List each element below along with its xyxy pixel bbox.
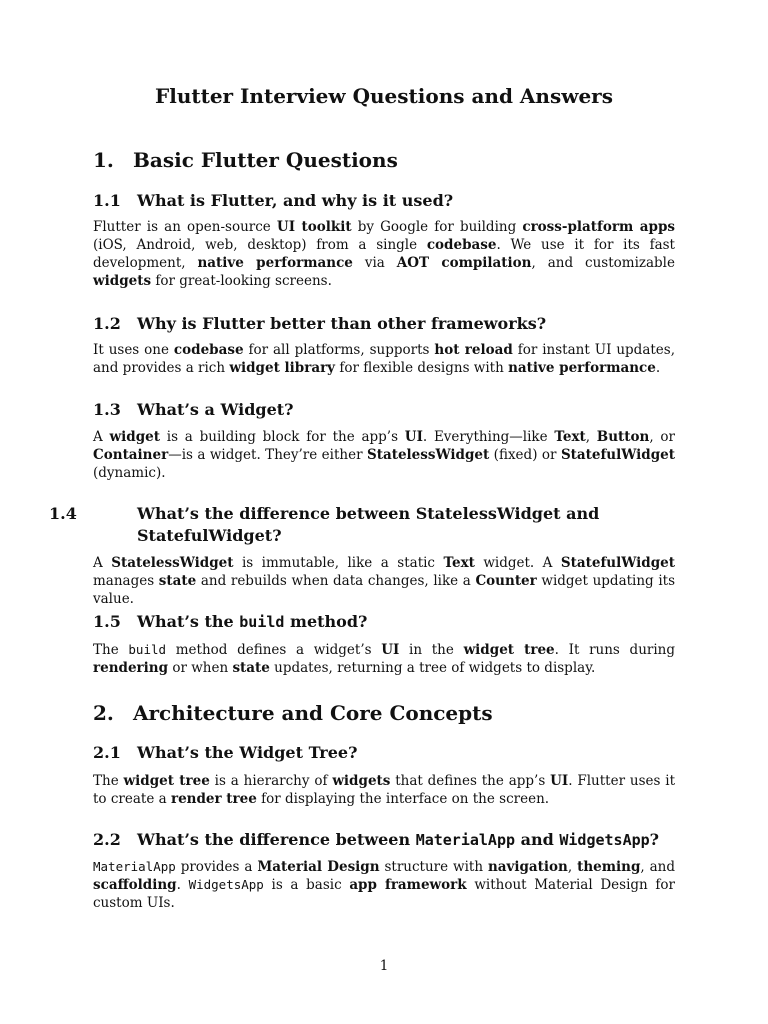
text-run: method?: [284, 612, 368, 631]
bold-term: StatelessWidget: [367, 447, 490, 463]
text-run: and: [515, 830, 560, 849]
text-run: is a basic: [263, 877, 350, 893]
bold-term: AOT compilation: [396, 255, 532, 271]
document-title: Flutter Interview Questions and Answers: [155, 84, 613, 108]
text-run: updates, returning a tree of widgets to display.: [269, 660, 596, 676]
subsection-heading: [93, 829, 675, 851]
subsection-number: 1.4: [49, 504, 77, 523]
text-run: A: [93, 429, 110, 445]
text-run: ,: [585, 429, 597, 445]
text-run: manages: [93, 573, 159, 589]
text-run: by Google for building: [351, 219, 523, 235]
subsection-title: What is Flutter, and why is it used?: [137, 191, 454, 210]
bold-term: theming: [577, 859, 641, 875]
text-run: widget updating its value.: [93, 573, 676, 607]
bold-term: Container: [93, 447, 169, 463]
subsection-heading: [93, 742, 675, 764]
bold-term: widget tree: [123, 773, 210, 789]
section-number: 2.: [93, 701, 114, 725]
paragraph: [93, 772, 675, 808]
text-run: —is a widget. They’re either: [168, 447, 367, 463]
text-run: It uses one: [93, 342, 174, 358]
bold-term: UI toolkit: [276, 219, 352, 235]
subsection-heading: [93, 190, 675, 212]
text-run: for displaying the interface on the screen.: [256, 791, 550, 807]
inline-code: MaterialApp: [93, 859, 176, 874]
inline-code: build: [239, 613, 285, 631]
text-run: structure with: [379, 859, 488, 875]
text-run: A: [93, 555, 112, 571]
text-run: and rebuilds when data changes, like a: [196, 573, 476, 589]
text-run: is a hierarchy of: [209, 773, 333, 789]
bold-term: StatefulWidget: [560, 555, 675, 571]
bold-term: cross-platform apps: [522, 219, 675, 235]
subsection-number: 1.5: [93, 612, 121, 631]
bold-term: Text: [443, 555, 475, 571]
bold-term: Material Design: [257, 859, 380, 875]
subsection-number: 2.1: [93, 743, 121, 762]
text-run: . It runs during: [554, 642, 675, 658]
bold-term: codebase: [173, 342, 244, 358]
subsection-number: 2.2: [93, 830, 121, 849]
text-run: ?: [649, 830, 660, 849]
section-heading: [93, 148, 675, 172]
inline-code: build: [128, 642, 167, 657]
text-run: for flexible designs with: [335, 360, 509, 376]
bold-term: Button: [596, 429, 650, 445]
section-heading: [93, 701, 675, 725]
bold-term: widgets: [332, 773, 391, 789]
subsection-title: What’s the Widget Tree?: [137, 743, 358, 762]
text-run: provides a: [175, 859, 258, 875]
subsection-title: Why is Flutter better than other frameworks?: [137, 314, 547, 333]
text-run: , and customizable: [531, 255, 675, 271]
bold-term: scaffolding: [93, 877, 177, 893]
bold-term: rendering: [93, 660, 169, 676]
bold-term: hot reload: [434, 342, 513, 358]
section-title: Basic Flutter Questions: [133, 148, 398, 172]
text-run: What’s the: [137, 612, 240, 631]
text-run: for great-looking screens.: [151, 273, 332, 289]
inline-code: MaterialApp: [415, 831, 516, 849]
bold-term: UI: [381, 642, 400, 658]
text-run: or when: [168, 660, 233, 676]
bold-term: Counter: [475, 573, 537, 589]
paragraph: [93, 641, 675, 677]
text-run: Flutter is an open-source: [93, 219, 277, 235]
text-run: , and: [640, 859, 675, 875]
text-run: is a building block for the app’s: [160, 429, 405, 445]
text-run: What’s the difference between: [137, 830, 416, 849]
text-run: for all platforms, supports: [243, 342, 435, 358]
text-run: in the: [399, 642, 464, 658]
subsection-heading: [93, 399, 675, 421]
text-run: that defines the app’s: [390, 773, 551, 789]
bold-term: render tree: [170, 791, 257, 807]
subsection-title: What’s a Widget?: [137, 400, 294, 419]
inline-code: WidgetsApp: [188, 877, 264, 892]
text-run: , or: [649, 429, 675, 445]
subsection-heading: [49, 503, 675, 547]
subsection-title: [137, 830, 659, 849]
bold-term: StatelessWidget: [111, 555, 234, 571]
paragraph: [93, 428, 675, 482]
bold-term: state: [158, 573, 197, 589]
subsection-title: What’s the difference between StatelessWidget and StatefulWidget?: [137, 504, 600, 545]
subsection-number: 1.3: [93, 400, 121, 419]
text-run: method defines a widget’s: [166, 642, 382, 658]
paragraph: [93, 554, 675, 608]
bold-term: navigation: [487, 859, 568, 875]
bold-term: native performance: [197, 255, 353, 271]
bold-term: UI: [404, 429, 423, 445]
paragraph: [93, 858, 675, 912]
text-run: (iOS, Android, web, desktop) from a single: [93, 237, 427, 253]
text-run: widget. A: [474, 555, 561, 571]
inline-code: WidgetsApp: [559, 831, 650, 849]
paragraph: [93, 341, 675, 377]
bold-term: app framework: [349, 877, 467, 893]
subsection-title: [137, 612, 367, 631]
text-run: without Material Design for custom UIs.: [93, 877, 675, 911]
text-run: . Flutter uses it to create a: [93, 773, 676, 807]
bold-term: widget: [109, 429, 160, 445]
subsection-heading: [93, 313, 675, 335]
page-number: 1: [379, 958, 389, 974]
bold-term: StatefulWidget: [560, 447, 676, 463]
bold-term: state: [232, 660, 270, 676]
text-run: is immutable, like a static: [233, 555, 444, 571]
text-run: ,: [567, 859, 578, 875]
bold-term: UI: [550, 773, 569, 789]
bold-term: codebase: [426, 237, 497, 253]
text-run: The: [93, 642, 129, 658]
paragraph: [93, 218, 675, 290]
text-run: The: [93, 773, 124, 789]
section-number: 1.: [93, 148, 114, 172]
text-run: (fixed) or: [489, 447, 561, 463]
subsection-number: 1.1: [93, 191, 121, 210]
text-run: . Everything—like: [422, 429, 555, 445]
text-run: for instant UI updates, and provides a rich: [93, 342, 676, 376]
text-run: . We use it for its fast development,: [93, 237, 675, 271]
text-run: .: [176, 877, 189, 893]
subsection-heading: [93, 611, 675, 633]
bold-term: native performance: [508, 360, 656, 376]
bold-term: widget library: [229, 360, 336, 376]
bold-term: widget tree: [463, 642, 555, 658]
bold-term: Text: [554, 429, 586, 445]
section-title: Architecture and Core Concepts: [133, 701, 493, 725]
subsection-number: 1.2: [93, 314, 121, 333]
text-run: via: [352, 255, 397, 271]
bold-term: widgets: [93, 273, 152, 289]
text-run: (dynamic).: [93, 465, 166, 481]
text-run: .: [655, 360, 661, 376]
